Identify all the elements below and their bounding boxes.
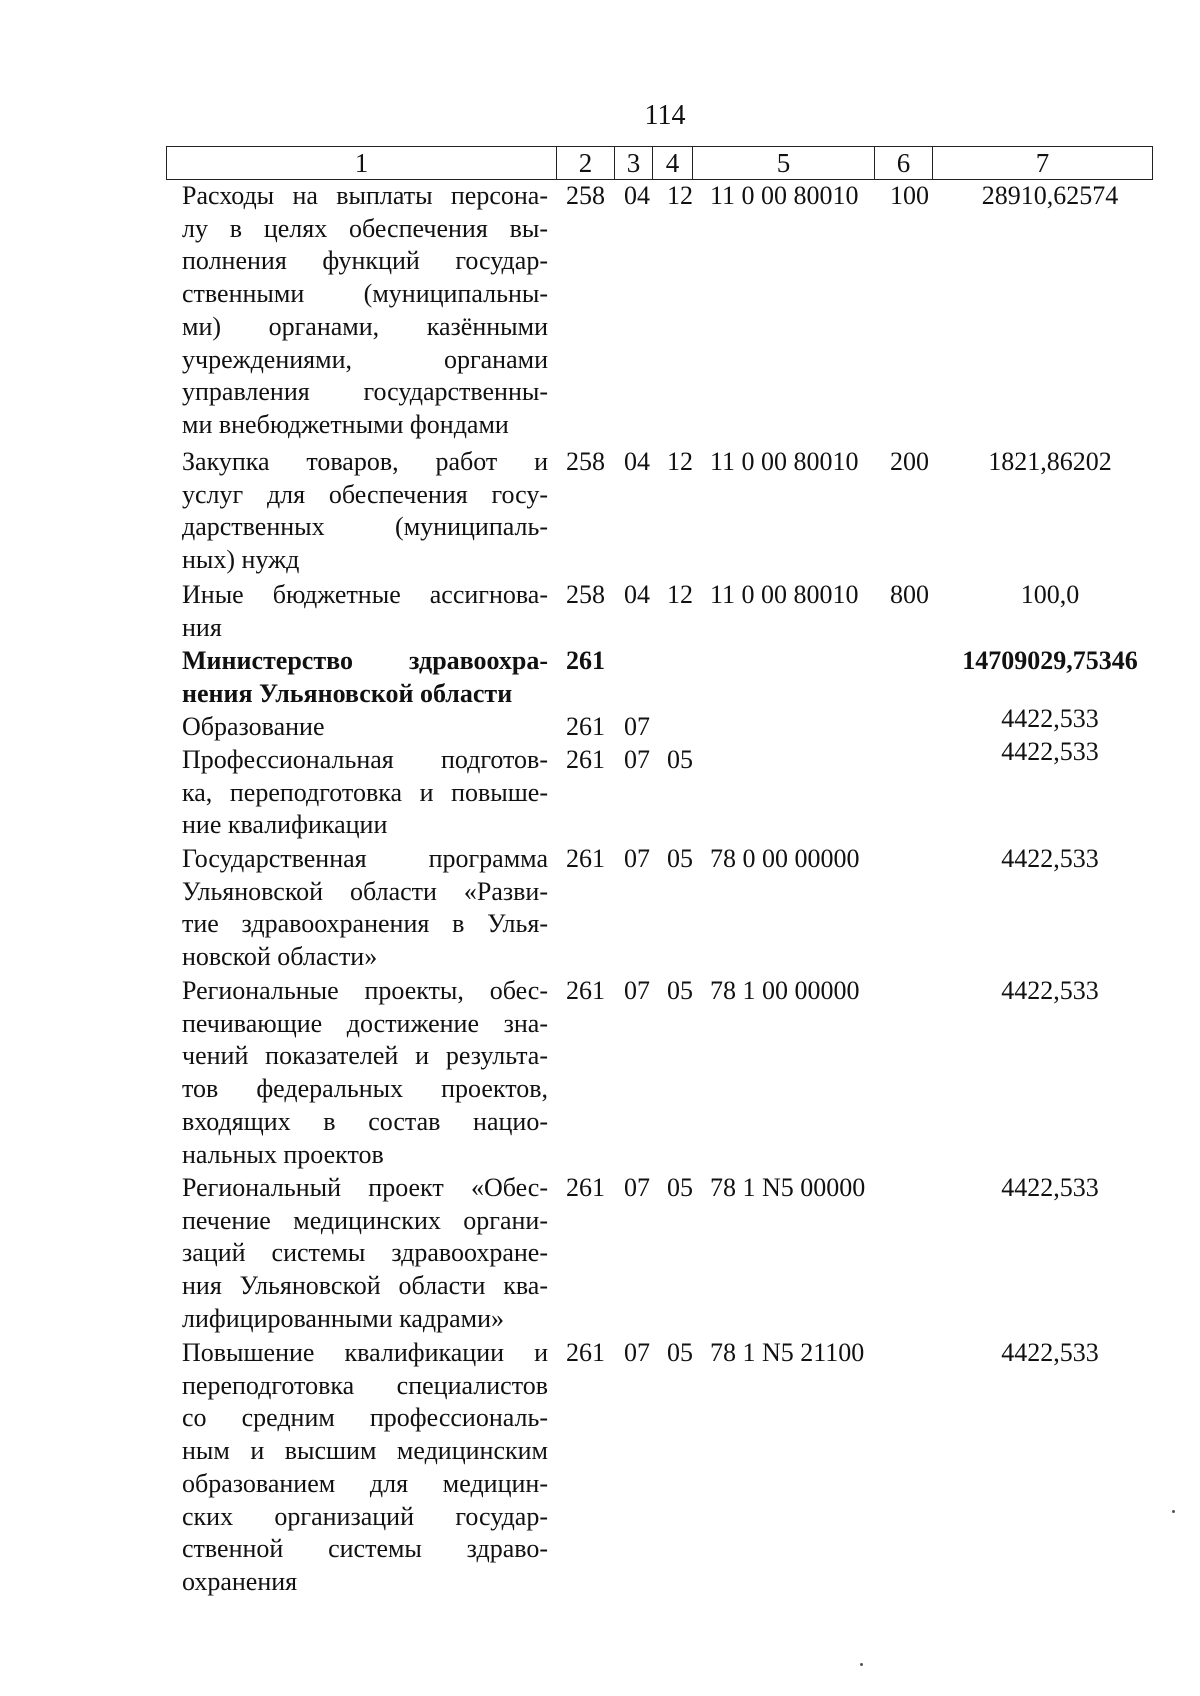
description-line: тие здравоохранения в Улья- (182, 909, 548, 939)
row-col-3: 04 (624, 181, 650, 210)
row-col-4: 05 (667, 844, 693, 873)
description-line: нальных проектов (182, 1139, 384, 1169)
row-col-5: 11 0 00 80010 (710, 181, 859, 210)
column-header-7: 7 (933, 147, 1153, 180)
description-line: ственными (муниципальны- (182, 279, 548, 309)
row-col-5: 11 0 00 80010 (710, 447, 859, 476)
description-line: Расходы на выплаты персона- (182, 181, 548, 210)
row-description (182, 446, 548, 577)
description-line: нения Ульяновской области (182, 678, 513, 708)
description-line: ми внебюджетными фондами (182, 409, 509, 439)
column-header-6: 6 (875, 147, 933, 180)
description-line: Иные бюджетные ассигнова- (182, 580, 548, 609)
row-col-2: 258 (566, 580, 605, 609)
row-col-7: 4422,533 (1001, 737, 1099, 766)
row-description (182, 1172, 548, 1336)
row-col-2: 258 (566, 181, 605, 210)
description-line: Региональный проект «Обес- (182, 1173, 548, 1202)
row-description (182, 1337, 548, 1599)
description-line: Региональные проекты, обес- (182, 976, 548, 1005)
description-line: тов федеральных проектов, (182, 1074, 548, 1104)
column-header-table (166, 146, 1153, 180)
description-line: Повышение квалификации и (182, 1338, 548, 1367)
row-col-7: 14709029,75346 (962, 646, 1138, 675)
row-description (182, 744, 548, 842)
description-line: Министерство здравоохра- (182, 646, 548, 675)
description-line: полнения функций государ- (182, 246, 548, 276)
row-col-7: 100,0 (1020, 580, 1080, 609)
description-line: ние квалификации (182, 810, 388, 840)
row-col-6: 200 (890, 447, 929, 476)
row-col-2: 258 (566, 447, 605, 476)
description-line: чений показателей и результа- (182, 1041, 548, 1071)
row-col-3: 07 (624, 976, 650, 1005)
row-col-2: 261 (566, 745, 605, 774)
row-col-5: 78 1 N5 00000 (710, 1173, 866, 1202)
column-header-4: 4 (653, 147, 693, 180)
description-line: входящих в состав нацио- (182, 1106, 548, 1136)
row-col-3: 07 (624, 1173, 650, 1202)
column-header-5: 5 (693, 147, 875, 180)
column-header-2: 2 (557, 147, 615, 180)
row-col-3: 04 (624, 447, 650, 476)
row-col-7: 4422,533 (1001, 844, 1099, 873)
row-col-3: 04 (624, 580, 650, 609)
row-col-6: 100 (890, 181, 929, 210)
row-col-4: 12 (667, 181, 693, 210)
row-col-4: 05 (667, 745, 693, 774)
row-description (182, 180, 548, 442)
column-header-row (167, 147, 1153, 180)
description-line: ния Ульяновской области ква- (182, 1271, 548, 1301)
description-line: Ульяновской области «Разви- (182, 876, 548, 906)
row-col-4: 12 (667, 580, 693, 609)
row-col-7: 4422,533 (1001, 1173, 1099, 1202)
row-col-3: 07 (624, 745, 650, 774)
row-col-5: 78 1 N5 21100 (710, 1338, 865, 1367)
row-col-2: 261 (566, 1338, 605, 1367)
description-line: ным и высшим медицинским (182, 1436, 548, 1466)
row-col-3: 07 (624, 712, 650, 741)
description-line: со средним профессиональ- (182, 1403, 548, 1433)
description-line: образованием для медицин- (182, 1468, 548, 1498)
row-col-4: 05 (667, 976, 693, 1005)
description-line: учреждениями, органами (182, 344, 548, 374)
description-line: услуг для обеспечения госу- (182, 479, 548, 509)
column-header-3: 3 (615, 147, 653, 180)
scan-speck (860, 1663, 863, 1666)
row-col-4: 05 (667, 1338, 693, 1367)
row-col-7: 4422,533 (1001, 976, 1099, 1005)
row-description (182, 579, 548, 644)
row-col-7: 1821,86202 (988, 447, 1112, 476)
row-col-2: 261 (566, 712, 605, 741)
row-col-2: 261 (566, 1173, 605, 1202)
description-line: дарственных (муниципаль- (182, 512, 548, 542)
scan-speck (1172, 1510, 1175, 1513)
row-description (182, 711, 548, 744)
description-line: охранения (182, 1566, 298, 1596)
description-line: ных) нужд (182, 545, 300, 575)
row-col-4: 12 (667, 447, 693, 476)
row-col-3: 07 (624, 844, 650, 873)
row-col-7: 4422,533 (1001, 704, 1099, 733)
page-number: 114 (644, 100, 686, 131)
description-line: лу в целях обеспечения вы- (182, 213, 548, 243)
row-col-2: 261 (566, 646, 605, 675)
column-header-1: 1 (167, 147, 557, 180)
row-col-5: 11 0 00 80010 (710, 580, 859, 609)
description-line: ских организаций государ- (182, 1501, 548, 1531)
description-line: ка, переподготовка и повыше- (182, 777, 548, 807)
row-col-4: 05 (667, 1173, 693, 1202)
row-col-2: 261 (566, 844, 605, 873)
row-col-2: 261 (566, 976, 605, 1005)
row-col-7: 4422,533 (1001, 1338, 1099, 1367)
description-line: Закупка товаров, работ и (182, 447, 548, 476)
description-line: ственной системы здраво- (182, 1534, 548, 1564)
description-line: Государственная программа (182, 844, 548, 873)
description-line: управления государственны- (182, 377, 548, 407)
description-line: заций системы здравоохране- (182, 1238, 548, 1268)
description-line: переподготовка специалистов (182, 1370, 548, 1400)
description-line: Профессиональная подготов- (182, 745, 548, 774)
description-line: печивающие достижение зна- (182, 1008, 548, 1038)
row-col-3: 07 (624, 1338, 650, 1367)
description-line: ния (182, 612, 222, 642)
row-description (182, 975, 548, 1171)
description-line: ми) органами, казёнными (182, 311, 548, 341)
description-line: лифицированными кадрами» (182, 1303, 505, 1333)
row-col-6: 800 (890, 580, 929, 609)
description-line: печение медицинских органи- (182, 1205, 548, 1235)
row-description (182, 645, 548, 710)
row-col-5: 78 1 00 00000 (710, 976, 860, 1005)
description-line: Образование (182, 712, 325, 741)
row-description (182, 843, 548, 974)
row-col-7: 28910,62574 (981, 181, 1119, 210)
row-col-5: 78 0 00 00000 (710, 844, 860, 873)
description-line: новской области» (182, 942, 378, 972)
